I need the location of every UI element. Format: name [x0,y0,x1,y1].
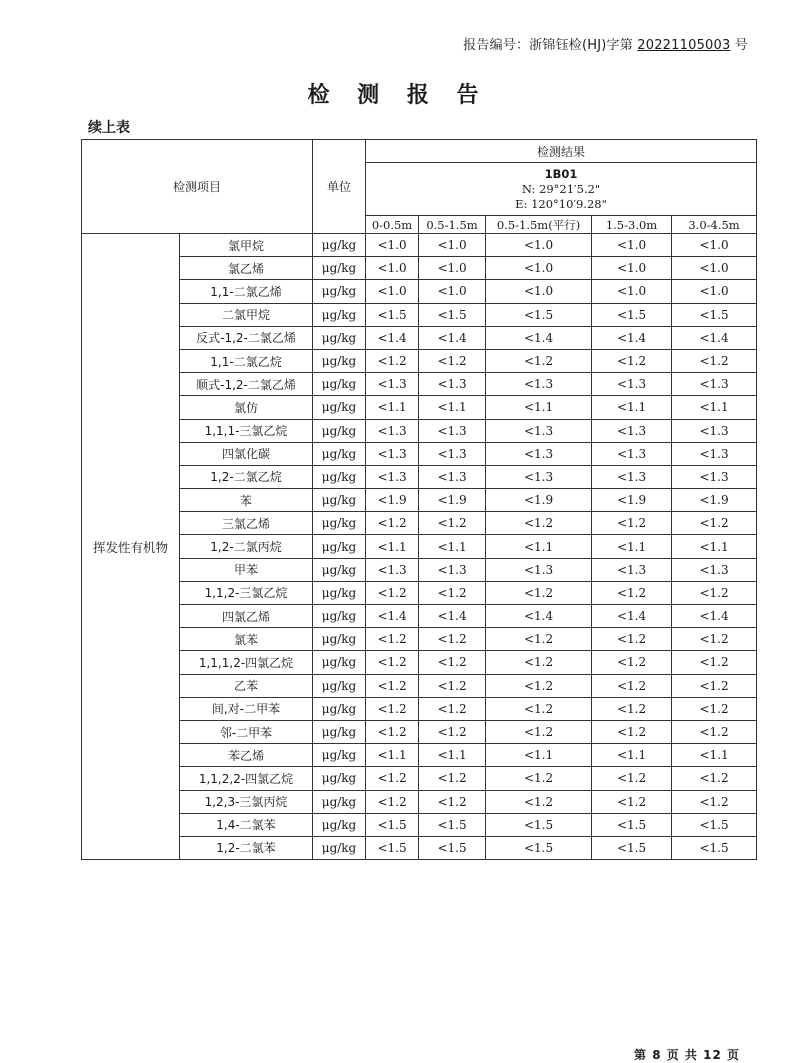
value-cell: <1.0 [592,280,672,303]
unit-cell: μg/kg [313,349,366,372]
table-row [82,535,757,558]
site-latitude: N: 29°21′5.2" [521,181,601,196]
value-cell: <1.9 [592,489,672,512]
value-cell: <1.2 [592,674,672,697]
value-cell: <1.3 [672,419,757,442]
item-name-cell: 1,1,1,2-四氯乙烷 [180,651,313,674]
results-table [81,139,757,860]
value-cell: <1.2 [419,628,486,651]
value-cell: <1.5 [592,303,672,326]
column-header-results: 检测结果 [366,140,757,163]
value-cell: <1.4 [486,605,592,628]
value-cell: <1.5 [366,813,419,836]
value-cell: <1.5 [592,836,672,859]
table-row [82,674,757,697]
item-name-cell: 1,2,3-三氯丙烷 [180,790,313,813]
value-cell: <1.2 [672,628,757,651]
value-cell: <1.5 [486,303,592,326]
value-cell: <1.9 [366,489,419,512]
value-cell: <1.0 [419,234,486,257]
value-cell: <1.2 [419,767,486,790]
value-cell: <1.1 [592,744,672,767]
item-name-cell: 1,2-二氯丙烷 [180,535,313,558]
table-row [82,349,757,372]
value-cell: <1.2 [672,720,757,743]
category-cell: 挥发性有机物 [82,234,180,860]
value-cell: <1.1 [419,744,486,767]
value-cell: <1.3 [486,419,592,442]
table-row [82,581,757,604]
value-cell: <1.5 [419,303,486,326]
table-row [82,512,757,535]
unit-cell: μg/kg [313,257,366,280]
value-cell: <1.2 [486,349,592,372]
depth-header: 3.0-4.5m [672,216,757,234]
depth-header: 1.5-3.0m [592,216,672,234]
unit-cell: μg/kg [313,303,366,326]
value-cell: <1.3 [592,419,672,442]
unit-cell: μg/kg [313,535,366,558]
value-cell: <1.1 [486,396,592,419]
value-cell: <1.3 [366,465,419,488]
value-cell: <1.1 [672,744,757,767]
value-cell: <1.3 [592,442,672,465]
site-longitude: E: 120°10′9.28" [515,196,607,211]
value-cell: <1.2 [419,720,486,743]
item-name-cell: 反式-1,2-二氯乙烯 [180,326,313,349]
value-cell: <1.2 [366,581,419,604]
report-number-prefix: 报告编号：浙锦钰检(HJ)字第 [463,38,638,53]
value-cell: <1.0 [672,280,757,303]
value-cell: <1.2 [366,349,419,372]
value-cell: <1.2 [419,512,486,535]
unit-cell: μg/kg [313,813,366,836]
value-cell: <1.4 [419,605,486,628]
value-cell: <1.4 [486,326,592,349]
value-cell: <1.3 [672,442,757,465]
value-cell: <1.5 [486,813,592,836]
value-cell: <1.2 [419,651,486,674]
table-row [82,720,757,743]
value-cell: <1.0 [592,234,672,257]
value-cell: <1.2 [672,651,757,674]
report-number: 20221105003 [637,38,731,53]
value-cell: <1.2 [366,767,419,790]
page-title: 检 测 报 告 [307,83,489,108]
value-cell: <1.2 [592,651,672,674]
unit-cell: μg/kg [313,628,366,651]
depth-header: 0.5-1.5m(平行) [486,216,592,234]
item-name-cell: 四氯乙烯 [180,605,313,628]
unit-cell: μg/kg [313,373,366,396]
value-cell: <1.3 [486,558,592,581]
value-cell: <1.2 [592,628,672,651]
table-row [82,280,757,303]
continued-label: 续上表 [88,120,130,136]
value-cell: <1.2 [592,767,672,790]
value-cell: <1.2 [366,697,419,720]
value-cell: <1.2 [486,674,592,697]
value-cell: <1.4 [672,605,757,628]
unit-cell: μg/kg [313,720,366,743]
item-name-cell: 乙苯 [180,674,313,697]
value-cell: <1.5 [486,836,592,859]
item-name-cell: 氯仿 [180,396,313,419]
unit-cell: μg/kg [313,419,366,442]
item-name-cell: 间,对-二甲苯 [180,697,313,720]
value-cell: <1.2 [592,790,672,813]
value-cell: <1.4 [672,326,757,349]
report-number-suffix: 号 [730,38,748,53]
value-cell: <1.2 [672,790,757,813]
value-cell: <1.2 [592,512,672,535]
value-cell: <1.0 [592,257,672,280]
unit-cell: μg/kg [313,465,366,488]
value-cell: <1.5 [366,836,419,859]
value-cell: <1.5 [672,836,757,859]
value-cell: <1.2 [366,628,419,651]
value-cell: <1.2 [419,349,486,372]
value-cell: <1.5 [672,303,757,326]
value-cell: <1.3 [419,373,486,396]
value-cell: <1.0 [366,234,419,257]
value-cell: <1.3 [486,442,592,465]
value-cell: <1.2 [366,674,419,697]
value-cell: <1.1 [592,535,672,558]
item-name-cell: 二氯甲烷 [180,303,313,326]
value-cell: <1.4 [366,605,419,628]
page-number: 第 8 页 共 12 页 [634,1048,740,1062]
unit-cell: μg/kg [313,512,366,535]
unit-cell: μg/kg [313,744,366,767]
item-name-cell: 苯乙烯 [180,744,313,767]
value-cell: <1.4 [419,326,486,349]
value-cell: <1.2 [419,790,486,813]
value-cell: <1.9 [486,489,592,512]
value-cell: <1.3 [419,558,486,581]
value-cell: <1.5 [672,813,757,836]
value-cell: <1.4 [592,326,672,349]
value-cell: <1.2 [419,581,486,604]
value-cell: <1.3 [419,419,486,442]
table-row [82,697,757,720]
item-name-cell: 邻-二甲苯 [180,720,313,743]
value-cell: <1.3 [366,419,419,442]
value-cell: <1.2 [592,697,672,720]
table-row [82,651,757,674]
value-cell: <1.0 [672,257,757,280]
item-name-cell: 顺式-1,2-二氯乙烯 [180,373,313,396]
value-cell: <1.2 [486,581,592,604]
depth-header: 0.5-1.5m [419,216,486,234]
value-cell: <1.2 [592,720,672,743]
value-cell: <1.2 [672,512,757,535]
unit-cell: μg/kg [313,396,366,419]
value-cell: <1.2 [486,512,592,535]
table-row [82,790,757,813]
value-cell: <1.2 [592,349,672,372]
unit-cell: μg/kg [313,836,366,859]
item-name-cell: 氯苯 [180,628,313,651]
value-cell: <1.3 [419,465,486,488]
value-cell: <1.3 [366,558,419,581]
table-row [82,257,757,280]
value-cell: <1.5 [419,836,486,859]
value-cell: <1.3 [592,558,672,581]
value-cell: <1.3 [592,465,672,488]
unit-cell: μg/kg [313,651,366,674]
value-cell: <1.2 [486,790,592,813]
value-cell: <1.2 [592,581,672,604]
value-cell: <1.2 [672,581,757,604]
value-cell: <1.4 [592,605,672,628]
value-cell: <1.0 [419,257,486,280]
unit-cell: μg/kg [313,280,366,303]
value-cell: <1.2 [366,720,419,743]
value-cell: <1.2 [366,651,419,674]
value-cell: <1.3 [672,373,757,396]
value-cell: <1.1 [486,535,592,558]
value-cell: <1.1 [419,396,486,419]
value-cell: <1.2 [486,720,592,743]
item-name-cell: 1,1,2-三氯乙烷 [180,581,313,604]
value-cell: <1.2 [366,512,419,535]
value-cell: <1.5 [366,303,419,326]
value-cell: <1.3 [366,442,419,465]
value-cell: <1.2 [419,697,486,720]
item-name-cell: 氯乙烯 [180,257,313,280]
column-header-unit: 单位 [313,140,366,234]
table-row [82,836,757,859]
item-name-cell: 1,4-二氯苯 [180,813,313,836]
value-cell: <1.9 [419,489,486,512]
value-cell: <1.0 [672,234,757,257]
value-cell: <1.1 [366,535,419,558]
value-cell: <1.2 [486,628,592,651]
unit-cell: μg/kg [313,605,366,628]
unit-cell: μg/kg [313,442,366,465]
table-row [82,442,757,465]
table-row [82,605,757,628]
report-number-line [463,34,748,53]
table-row [82,628,757,651]
item-name-cell: 1,2-二氯乙烷 [180,465,313,488]
value-cell: <1.3 [672,465,757,488]
value-cell: <1.3 [366,373,419,396]
value-cell: <1.1 [592,396,672,419]
table-row [82,465,757,488]
depth-header: 0-0.5m [366,216,419,234]
value-cell: <1.1 [486,744,592,767]
value-cell: <1.2 [486,651,592,674]
table-row [82,373,757,396]
value-cell: <1.1 [366,396,419,419]
unit-cell: μg/kg [313,326,366,349]
unit-cell: μg/kg [313,558,366,581]
value-cell: <1.2 [419,674,486,697]
value-cell: <1.2 [366,790,419,813]
table-row [82,813,757,836]
value-cell: <1.0 [486,280,592,303]
item-name-cell: 1,2-二氯苯 [180,836,313,859]
value-cell: <1.1 [672,396,757,419]
item-name-cell: 甲苯 [180,558,313,581]
item-name-cell: 苯 [180,489,313,512]
unit-cell: μg/kg [313,674,366,697]
column-header-item: 检测项目 [82,140,313,234]
item-name-cell: 三氯乙烯 [180,512,313,535]
item-name-cell: 1,1-二氯乙烯 [180,280,313,303]
value-cell: <1.1 [672,535,757,558]
value-cell: <1.2 [486,697,592,720]
value-cell: <1.2 [486,767,592,790]
table-row [82,326,757,349]
site-id: 1B01 [544,166,578,181]
value-cell: <1.3 [672,558,757,581]
table-row [82,558,757,581]
table-row [82,419,757,442]
unit-cell: μg/kg [313,234,366,257]
unit-cell: μg/kg [313,767,366,790]
item-name-cell: 1,1-二氯乙烷 [180,349,313,372]
table-row [82,396,757,419]
value-cell: <1.1 [419,535,486,558]
item-name-cell: 1,1,2,2-四氯乙烷 [180,767,313,790]
value-cell: <1.2 [672,697,757,720]
value-cell: <1.5 [419,813,486,836]
unit-cell: μg/kg [313,489,366,512]
sampling-site-header [366,163,757,216]
value-cell: <1.2 [672,349,757,372]
item-name-cell: 氯甲烷 [180,234,313,257]
table-row [82,767,757,790]
table-row [82,744,757,767]
value-cell: <1.3 [486,373,592,396]
value-cell: <1.0 [486,234,592,257]
value-cell: <1.2 [672,767,757,790]
unit-cell: μg/kg [313,581,366,604]
table-row [82,489,757,512]
value-cell: <1.0 [486,257,592,280]
value-cell: <1.3 [592,373,672,396]
value-cell: <1.4 [366,326,419,349]
value-cell: <1.9 [672,489,757,512]
value-cell: <1.0 [366,280,419,303]
value-cell: <1.5 [592,813,672,836]
table-row [82,234,757,257]
value-cell: <1.2 [672,674,757,697]
value-cell: <1.3 [419,442,486,465]
table-row [82,303,757,326]
unit-cell: μg/kg [313,697,366,720]
value-cell: <1.0 [419,280,486,303]
item-name-cell: 1,1,1-三氯乙烷 [180,419,313,442]
value-cell: <1.1 [366,744,419,767]
unit-cell: μg/kg [313,790,366,813]
value-cell: <1.0 [366,257,419,280]
value-cell: <1.3 [486,465,592,488]
item-name-cell: 四氯化碳 [180,442,313,465]
